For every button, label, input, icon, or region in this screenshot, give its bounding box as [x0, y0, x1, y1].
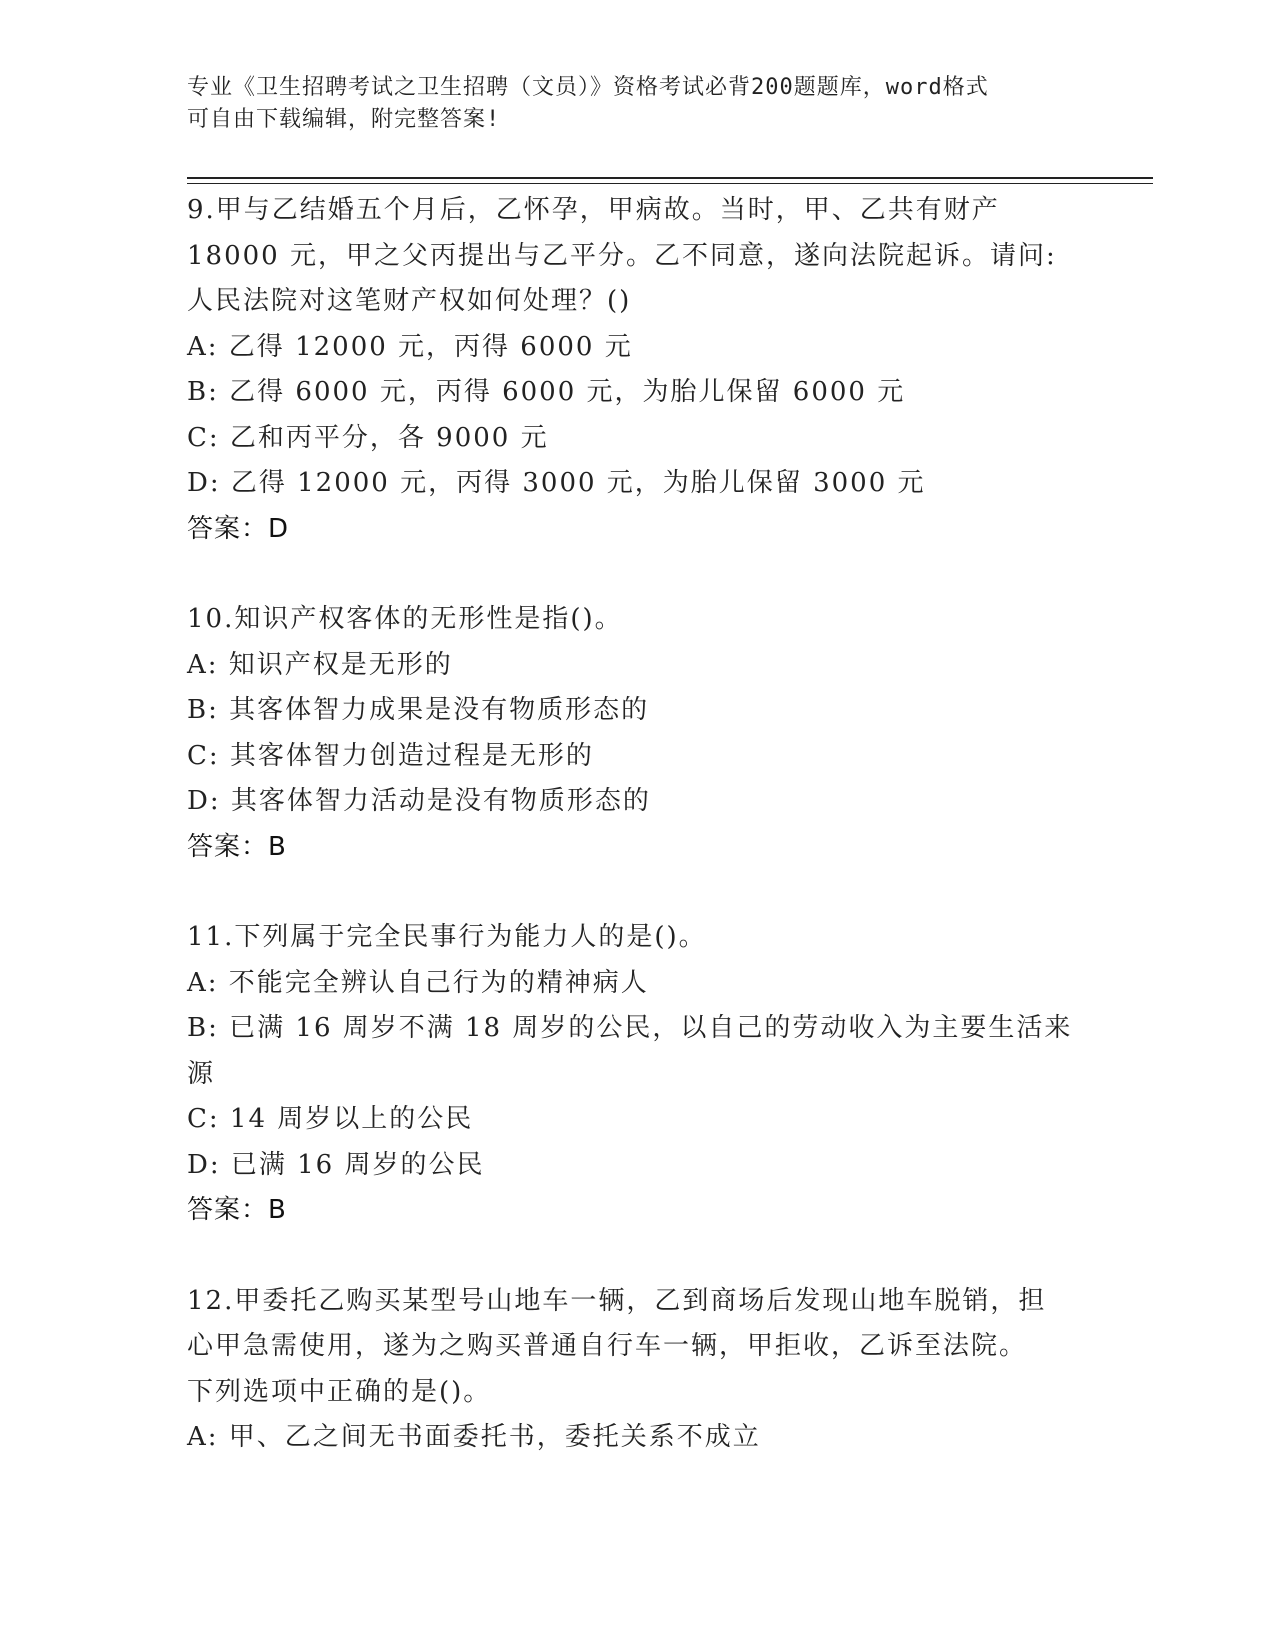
- question-stem-line: 人民法院对这笔财产权如何处理？(): [187, 286, 632, 316]
- header-line-1: 专业《卫生招聘考试之卫生招聘（文员）》资格考试必背200题题库，word格式: [187, 75, 989, 100]
- header-divider-thin: [187, 183, 1153, 184]
- option-b: B: 其客体智力成果是没有物质形态的: [187, 695, 650, 725]
- option-b: B: 乙得 6000 元，丙得 6000 元，为胎儿保留 6000 元: [187, 377, 906, 407]
- question-stem-line: 18000 元，甲之父丙提出与乙平分。乙不同意，遂向法院起诉。请问:: [187, 240, 1057, 271]
- answer-label: 答案：B: [187, 831, 287, 862]
- question-11: [187, 915, 1087, 1234]
- option-c: C: 其客体智力创造过程是无形的: [187, 740, 594, 771]
- option-a: A: 甲、乙之间无书面委托书，委托关系不成立: [187, 1422, 761, 1452]
- question-stem-line: 11.下列属于完全民事行为能力人的是()。: [187, 922, 707, 952]
- option-b-continued: 源: [187, 1058, 216, 1089]
- answer-label: 答案：D: [187, 513, 290, 544]
- question-stem-line: 心甲急需使用，遂为之购买普通自行车一辆，甲拒收，乙诉至法院。: [187, 1331, 1028, 1361]
- header-divider-thick: [187, 177, 1153, 179]
- header-line-2: 可自由下载编辑，附完整答案!: [187, 107, 501, 132]
- question-9: [187, 188, 1087, 552]
- option-d: D: 乙得 12000 元，丙得 3000 元，为胎儿保留 3000 元: [187, 468, 926, 498]
- option-a: A: 不能完全辨认自己行为的精神病人: [187, 967, 649, 998]
- question-stem-line: 12.甲委托乙购买某型号山地车一辆，乙到商场后发现山地车脱销，担: [187, 1285, 1047, 1316]
- question-stem-line: 下列选项中正确的是()。: [187, 1376, 492, 1407]
- document-header: [187, 72, 1087, 136]
- option-a: A: 乙得 12000 元，丙得 6000 元: [187, 331, 633, 362]
- question-spacer: [187, 552, 1087, 597]
- option-d: D: 已满 16 周岁的公民: [187, 1149, 485, 1180]
- option-b: B: 已满 16 周岁不满 18 周岁的公民，以自己的劳动收入为主要生活来: [187, 1013, 1073, 1043]
- question-12: [187, 1279, 1087, 1461]
- option-c: C: 14 周岁以上的公民: [187, 1104, 474, 1134]
- option-c: C: 乙和丙平分，各 9000 元: [187, 422, 549, 453]
- question-10: [187, 597, 1087, 870]
- question-list: [187, 188, 1087, 1461]
- question-spacer: [187, 870, 1087, 915]
- question-stem-line: 9.甲与乙结婚五个月后，乙怀孕，甲病故。当时，甲、乙共有财产: [187, 195, 1000, 225]
- question-stem-line: 10.知识产权客体的无形性是指()。: [187, 604, 623, 634]
- option-a: A: 知识产权是无形的: [187, 649, 453, 680]
- question-spacer: [187, 1234, 1087, 1279]
- option-d: D: 其客体智力活动是没有物质形态的: [187, 786, 651, 816]
- answer-label: 答案：B: [187, 1195, 287, 1225]
